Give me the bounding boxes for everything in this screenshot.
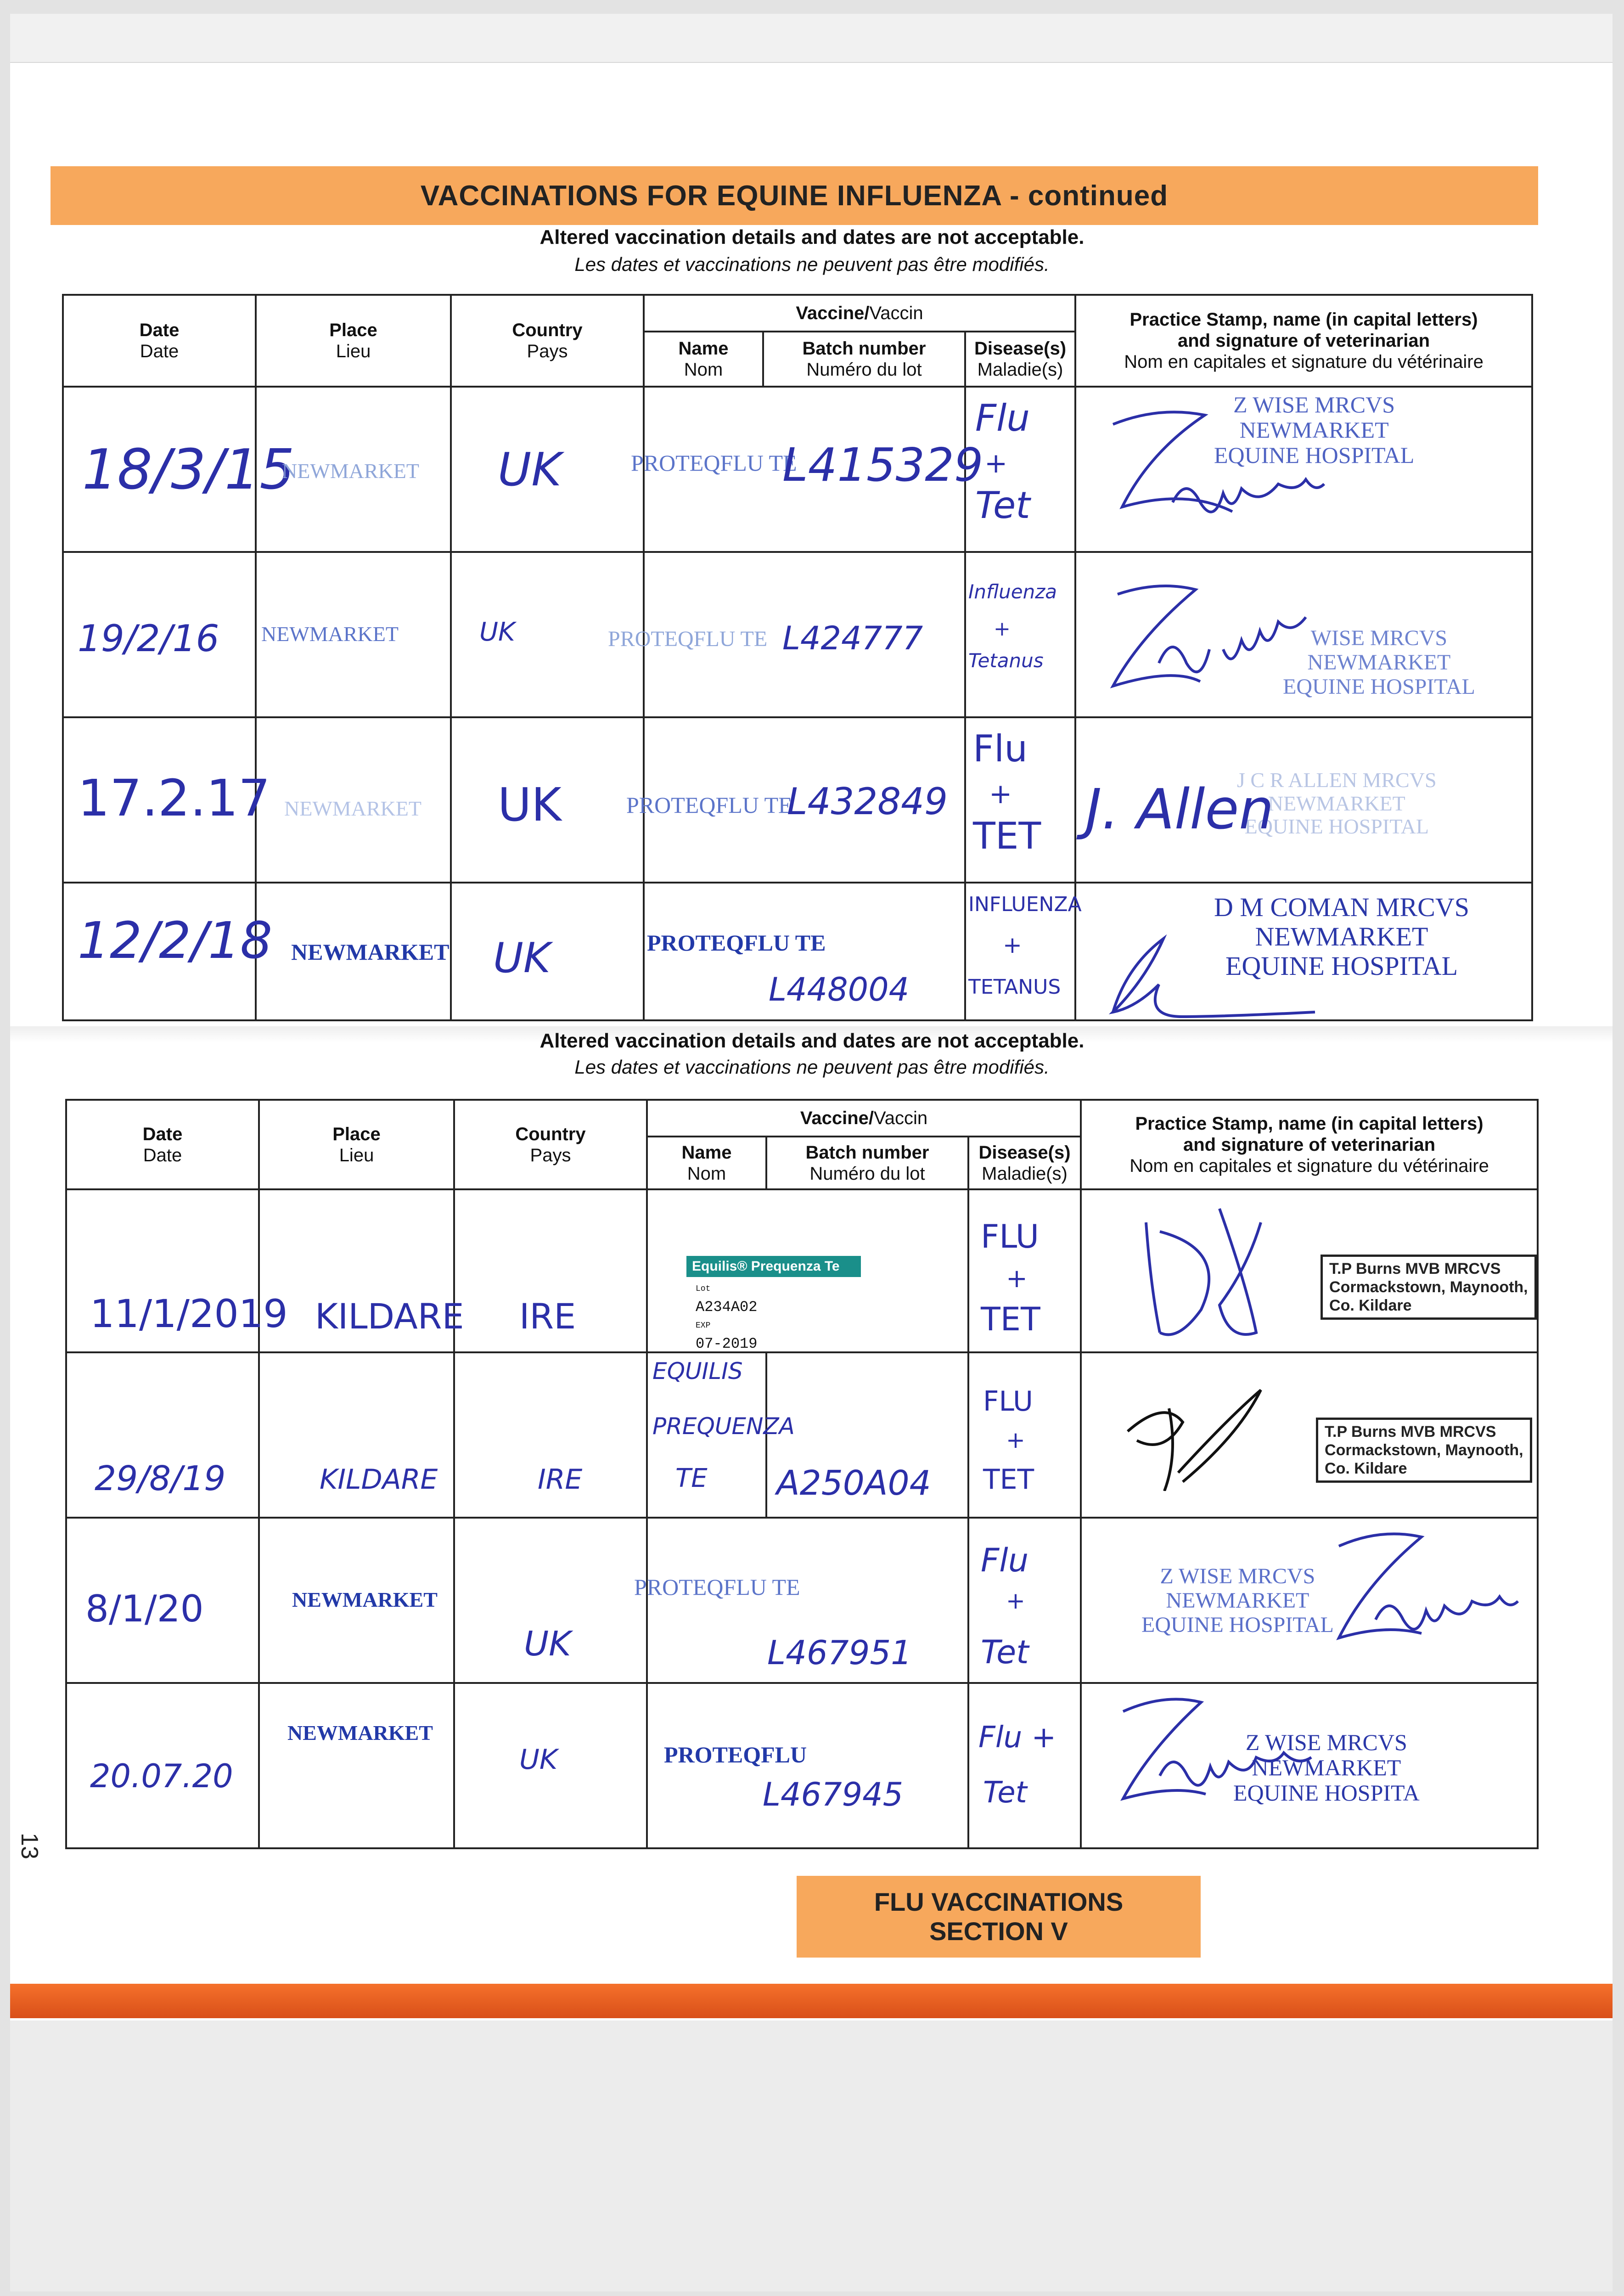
batch-entry: L467951 <box>767 1633 912 1672</box>
disease-line: TET <box>981 1300 1040 1338</box>
vaccine-name-stamp: PROTEQFLU TE <box>626 792 792 818</box>
col-place: Place Lieu <box>256 295 451 387</box>
sticker-brand: Equilis® Prequenza Te <box>686 1256 861 1277</box>
country-entry: UK <box>524 1624 571 1664</box>
disease-line: Flu + <box>978 1721 1056 1755</box>
disease-line: Tet <box>981 1633 1029 1671</box>
vaccine-name-line: EQUILIS <box>652 1358 743 1384</box>
country-entry: UK <box>498 778 562 832</box>
batch-entry: L424777 <box>782 619 923 657</box>
disease-line: Tet <box>983 1776 1027 1810</box>
practice-stamp: D M COMAN MRCVS NEWMARKET EQUINE HOSPITAL <box>1214 892 1469 981</box>
col-practice: Practice Stamp, name (in capital letters) and signature of veterinarian Nom en capitales et signature du vétérinaire <box>1081 1100 1538 1189</box>
country-entry: UK <box>493 934 551 982</box>
col-country: Country Pays <box>454 1100 647 1189</box>
vaccination-table-2 <box>65 1099 1539 1849</box>
scan-top-edge <box>10 14 1613 63</box>
date-entry: 17.2.17 <box>78 769 270 827</box>
vaccine-name-line: PREQUENZA <box>652 1413 795 1440</box>
disease-line: Flu <box>981 1542 1029 1579</box>
country-entry: IRE <box>538 1463 583 1496</box>
date-entry: 8/1/20 <box>85 1587 204 1630</box>
table-row <box>66 1518 1538 1683</box>
disease-line: + <box>994 617 1011 641</box>
practice-stamp: WISE MRCVS NEWMARKET EQUINE HOSPITAL <box>1283 626 1475 699</box>
sticker-body: Lot A234A02 EXP 07-2019 <box>696 1284 758 1352</box>
col-date: Date Date <box>63 295 256 387</box>
footer-line-2: SECTION V <box>929 1917 1068 1946</box>
table-row <box>66 1683 1538 1848</box>
footer-line-1: FLU VACCINATIONS <box>874 1887 1124 1916</box>
page-title: VACCINATIONS FOR EQUINE INFLUENZA - continued <box>420 180 1169 212</box>
col-vaccine: Vaccine/Vaccin <box>644 295 1075 332</box>
col-vaccine: Vaccine/Vaccin <box>647 1100 1081 1137</box>
vet-signature <box>1085 911 1324 1021</box>
table-row <box>66 1352 1538 1518</box>
scan-bottom-area <box>10 2020 1613 2291</box>
col-disease: Disease(s) Maladie(s) <box>968 1137 1081 1189</box>
vaccine-name-stamp: PROTEQFLU <box>664 1742 807 1767</box>
place-stamp: NEWMARKET <box>282 459 419 483</box>
vet-signature <box>1095 397 1416 544</box>
place-stamp: NEWMARKET <box>291 939 450 965</box>
disease-line: FLU <box>983 1385 1033 1418</box>
disease-line: + <box>989 778 1012 810</box>
vet-signature <box>1109 1195 1302 1351</box>
batch-entry: L415329 <box>782 438 983 492</box>
practice-stamp: J C R ALLEN MRCVS NEWMARKET EQUINE HOSPITAL <box>1237 768 1437 838</box>
batch-entry: L432849 <box>787 780 948 823</box>
vet-signature: J. Allen <box>1085 778 1274 842</box>
disease-line: TETANUS <box>968 975 1061 999</box>
date-entry: 19/2/16 <box>78 617 219 660</box>
disease-line: + <box>984 447 1008 479</box>
practice-stamp: T.P Burns MVB MRCVS Cormackstown, Maynooth, Co. Kildare <box>1321 1255 1537 1320</box>
disease-line: FLU <box>981 1218 1040 1255</box>
notice-fr: Les dates et vaccinations ne peuvent pas être modifiés. <box>574 253 1050 275</box>
country-entry: UK <box>479 617 515 647</box>
notice-en: Altered vaccination details and dates are not acceptable. <box>539 226 1085 248</box>
orange-cover-edge <box>10 1984 1613 2018</box>
disease-line: Flu <box>973 727 1028 770</box>
table-row <box>63 883 1532 1020</box>
disease-line: + <box>1003 932 1022 958</box>
place-stamp: NEWMARKET <box>287 1721 433 1745</box>
place-stamp: NEWMARKET <box>261 622 399 646</box>
disease-line: INFLUENZA <box>968 893 1082 916</box>
notice-en-2: Altered vaccination details and dates are not acceptable. <box>539 1030 1085 1052</box>
country-entry: UK <box>519 1744 558 1776</box>
country-entry: UK <box>498 443 562 496</box>
page-number: 13 <box>16 1833 43 1859</box>
disease-line: TET <box>973 815 1041 857</box>
date-entry: 12/2/18 <box>78 911 273 970</box>
col-batch: Batch number Numéro du lot <box>763 332 965 387</box>
disease-line: Influenza <box>968 580 1057 603</box>
place-entry: KILDARE <box>315 1296 464 1337</box>
disease-line: + <box>1006 1427 1025 1453</box>
batch-entry: A250A04 <box>776 1463 931 1503</box>
place-entry: KILDARE <box>320 1463 438 1496</box>
col-practice: Practice Stamp, name (in capital letters) and signature of veterinarian Nom en capitales et signature du vétérinaire <box>1075 295 1532 387</box>
col-date: Date Date <box>66 1100 259 1189</box>
disease-line: Tetanus <box>968 649 1044 672</box>
table-row <box>63 387 1532 552</box>
vaccine-name-stamp: PROTEQFLU TE <box>647 930 826 956</box>
batch-entry: L467945 <box>763 1776 904 1813</box>
date-entry: 11/1/2019 <box>90 1291 288 1336</box>
disease-line: + <box>1006 1587 1025 1614</box>
section-header <box>51 166 1538 225</box>
disease-line: Flu <box>975 397 1030 439</box>
notice-fr-2: Les dates et vaccinations ne peuvent pas être modifiés. <box>574 1056 1050 1078</box>
col-batch: Batch number Numéro du lot <box>766 1137 968 1189</box>
vaccine-name-stamp: PROTEQFLU TE <box>634 1574 800 1600</box>
disease-line: + <box>1006 1264 1028 1294</box>
col-country: Country Pays <box>451 295 644 387</box>
practice-stamp: T.P Burns MVB MRCVS Cormackstown, Maynooth, Co. Kildare <box>1316 1418 1532 1483</box>
disease-line: TET <box>983 1463 1034 1496</box>
col-name: Name Nom <box>647 1137 766 1189</box>
date-entry: 18/3/15 <box>82 438 295 502</box>
table-row <box>63 552 1532 717</box>
practice-stamp: Z WISE MRCVS NEWMARKET EQUINE HOSPITAL <box>1141 1564 1334 1637</box>
date-entry: 20.07.20 <box>90 1757 233 1795</box>
vaccine-name-stamp: PROTEQFLU TE <box>608 627 768 651</box>
practice-stamp: Z WISE MRCVS NEWMARKET EQUINE HOSPITA <box>1233 1729 1420 1806</box>
col-place: Place Lieu <box>259 1100 454 1189</box>
country-entry: IRE <box>519 1296 576 1337</box>
date-entry: 29/8/19 <box>95 1459 226 1498</box>
vet-signature <box>1109 1381 1302 1491</box>
col-name: Name Nom <box>644 332 763 387</box>
section-footer <box>797 1876 1201 1958</box>
vaccination-table-1 <box>62 294 1533 1021</box>
disease-line: Tet <box>975 484 1030 527</box>
vaccine-label-sticker <box>686 1256 861 1352</box>
vaccine-name-stamp: PROTEQFLU TE <box>631 450 797 476</box>
place-stamp: NEWMARKET <box>292 1588 438 1611</box>
place-stamp: NEWMARKET <box>284 797 421 820</box>
vet-signature <box>1302 1519 1532 1656</box>
table-row <box>63 717 1532 883</box>
batch-entry: L448004 <box>769 971 910 1008</box>
vaccine-name-line: TE <box>675 1463 708 1493</box>
practice-stamp: Z WISE MRCVS NEWMARKET EQUINE HOSPITAL <box>1214 392 1415 468</box>
col-disease: Disease(s) Maladie(s) <box>965 332 1075 387</box>
